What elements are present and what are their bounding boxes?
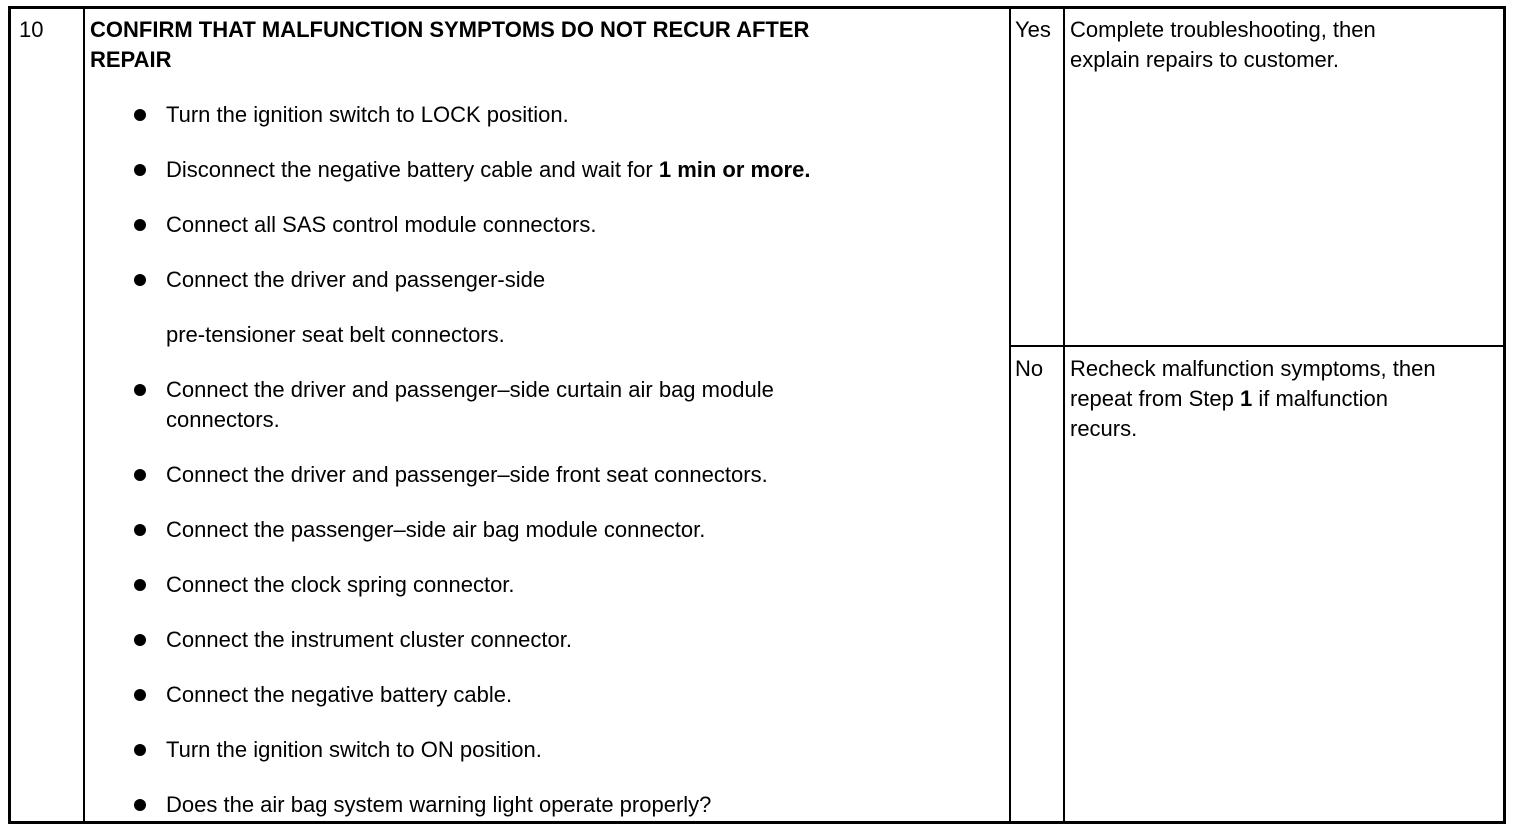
list-item-text: Does the air bag system warning light operate properly? — [166, 792, 712, 817]
answer-no-label: No — [1015, 356, 1044, 381]
troubleshooting-table — [8, 6, 1506, 824]
list-item-text: Connect the driver and passenger–side front seat connectors. — [166, 462, 768, 487]
divider-yes-no — [1009, 345, 1503, 347]
bullet-icon — [134, 109, 146, 121]
answer-yes-action-line1: Complete troubleshooting, then — [1070, 17, 1376, 42]
bullet-icon — [134, 689, 146, 701]
list-item-continuation: connectors. — [166, 407, 280, 432]
answer-yes-action-line2: explain repairs to customer. — [1070, 47, 1340, 72]
list-item-text: Turn the ignition switch to LOCK position. — [166, 102, 569, 127]
bullet-icon — [134, 469, 146, 481]
list-item-text: Turn the ignition switch to ON position. — [166, 737, 542, 762]
bullet-icon — [134, 579, 146, 591]
list-item-text: Disconnect the negative battery cable and wait for 1 min or more. — [166, 157, 811, 182]
list-item-text: Connect the passenger–side air bag module connector. — [166, 517, 706, 542]
list-item-text: Connect the negative battery cable. — [166, 682, 513, 707]
bullet-icon — [134, 384, 146, 396]
list-item-text: Connect all SAS control module connectors. — [166, 212, 597, 237]
divider-answer-column — [1063, 9, 1065, 821]
list-item-continuation: pre-tensioner seat belt connectors. — [166, 322, 505, 347]
bullet-icon — [134, 799, 146, 811]
answer-no-action-line3: recurs. — [1070, 416, 1138, 441]
divider-step-column — [83, 9, 85, 821]
step-title-line2: REPAIR — [90, 47, 172, 72]
wait-duration: 1 min or more. — [658, 157, 811, 182]
bullet-icon — [134, 274, 146, 286]
answer-no-action-line1: Recheck malfunction symptoms, then — [1070, 356, 1436, 381]
list-item-text: Connect the instrument cluster connector. — [166, 627, 572, 652]
bullet-icon — [134, 744, 146, 756]
answer-no-action-line2: repeat from Step 1 if malfunction — [1070, 386, 1388, 411]
answer-yes-label: Yes — [1015, 17, 1051, 42]
list-item-text: Connect the clock spring connector. — [166, 572, 515, 597]
step-number: 10 — [19, 17, 44, 42]
bullet-icon — [134, 524, 146, 536]
step-reference: 1 — [1239, 386, 1253, 411]
bullet-icon — [134, 164, 146, 176]
list-item-text: Connect the driver and passenger–side curtain air bag module — [166, 377, 774, 402]
step-title-line1: CONFIRM THAT MALFUNCTION SYMPTOMS DO NOT RECUR AFTER — [90, 17, 810, 42]
list-item-text: Connect the driver and passenger-side — [166, 267, 546, 292]
divider-procedure-column — [1009, 9, 1011, 821]
bullet-icon — [134, 634, 146, 646]
bullet-icon — [134, 219, 146, 231]
